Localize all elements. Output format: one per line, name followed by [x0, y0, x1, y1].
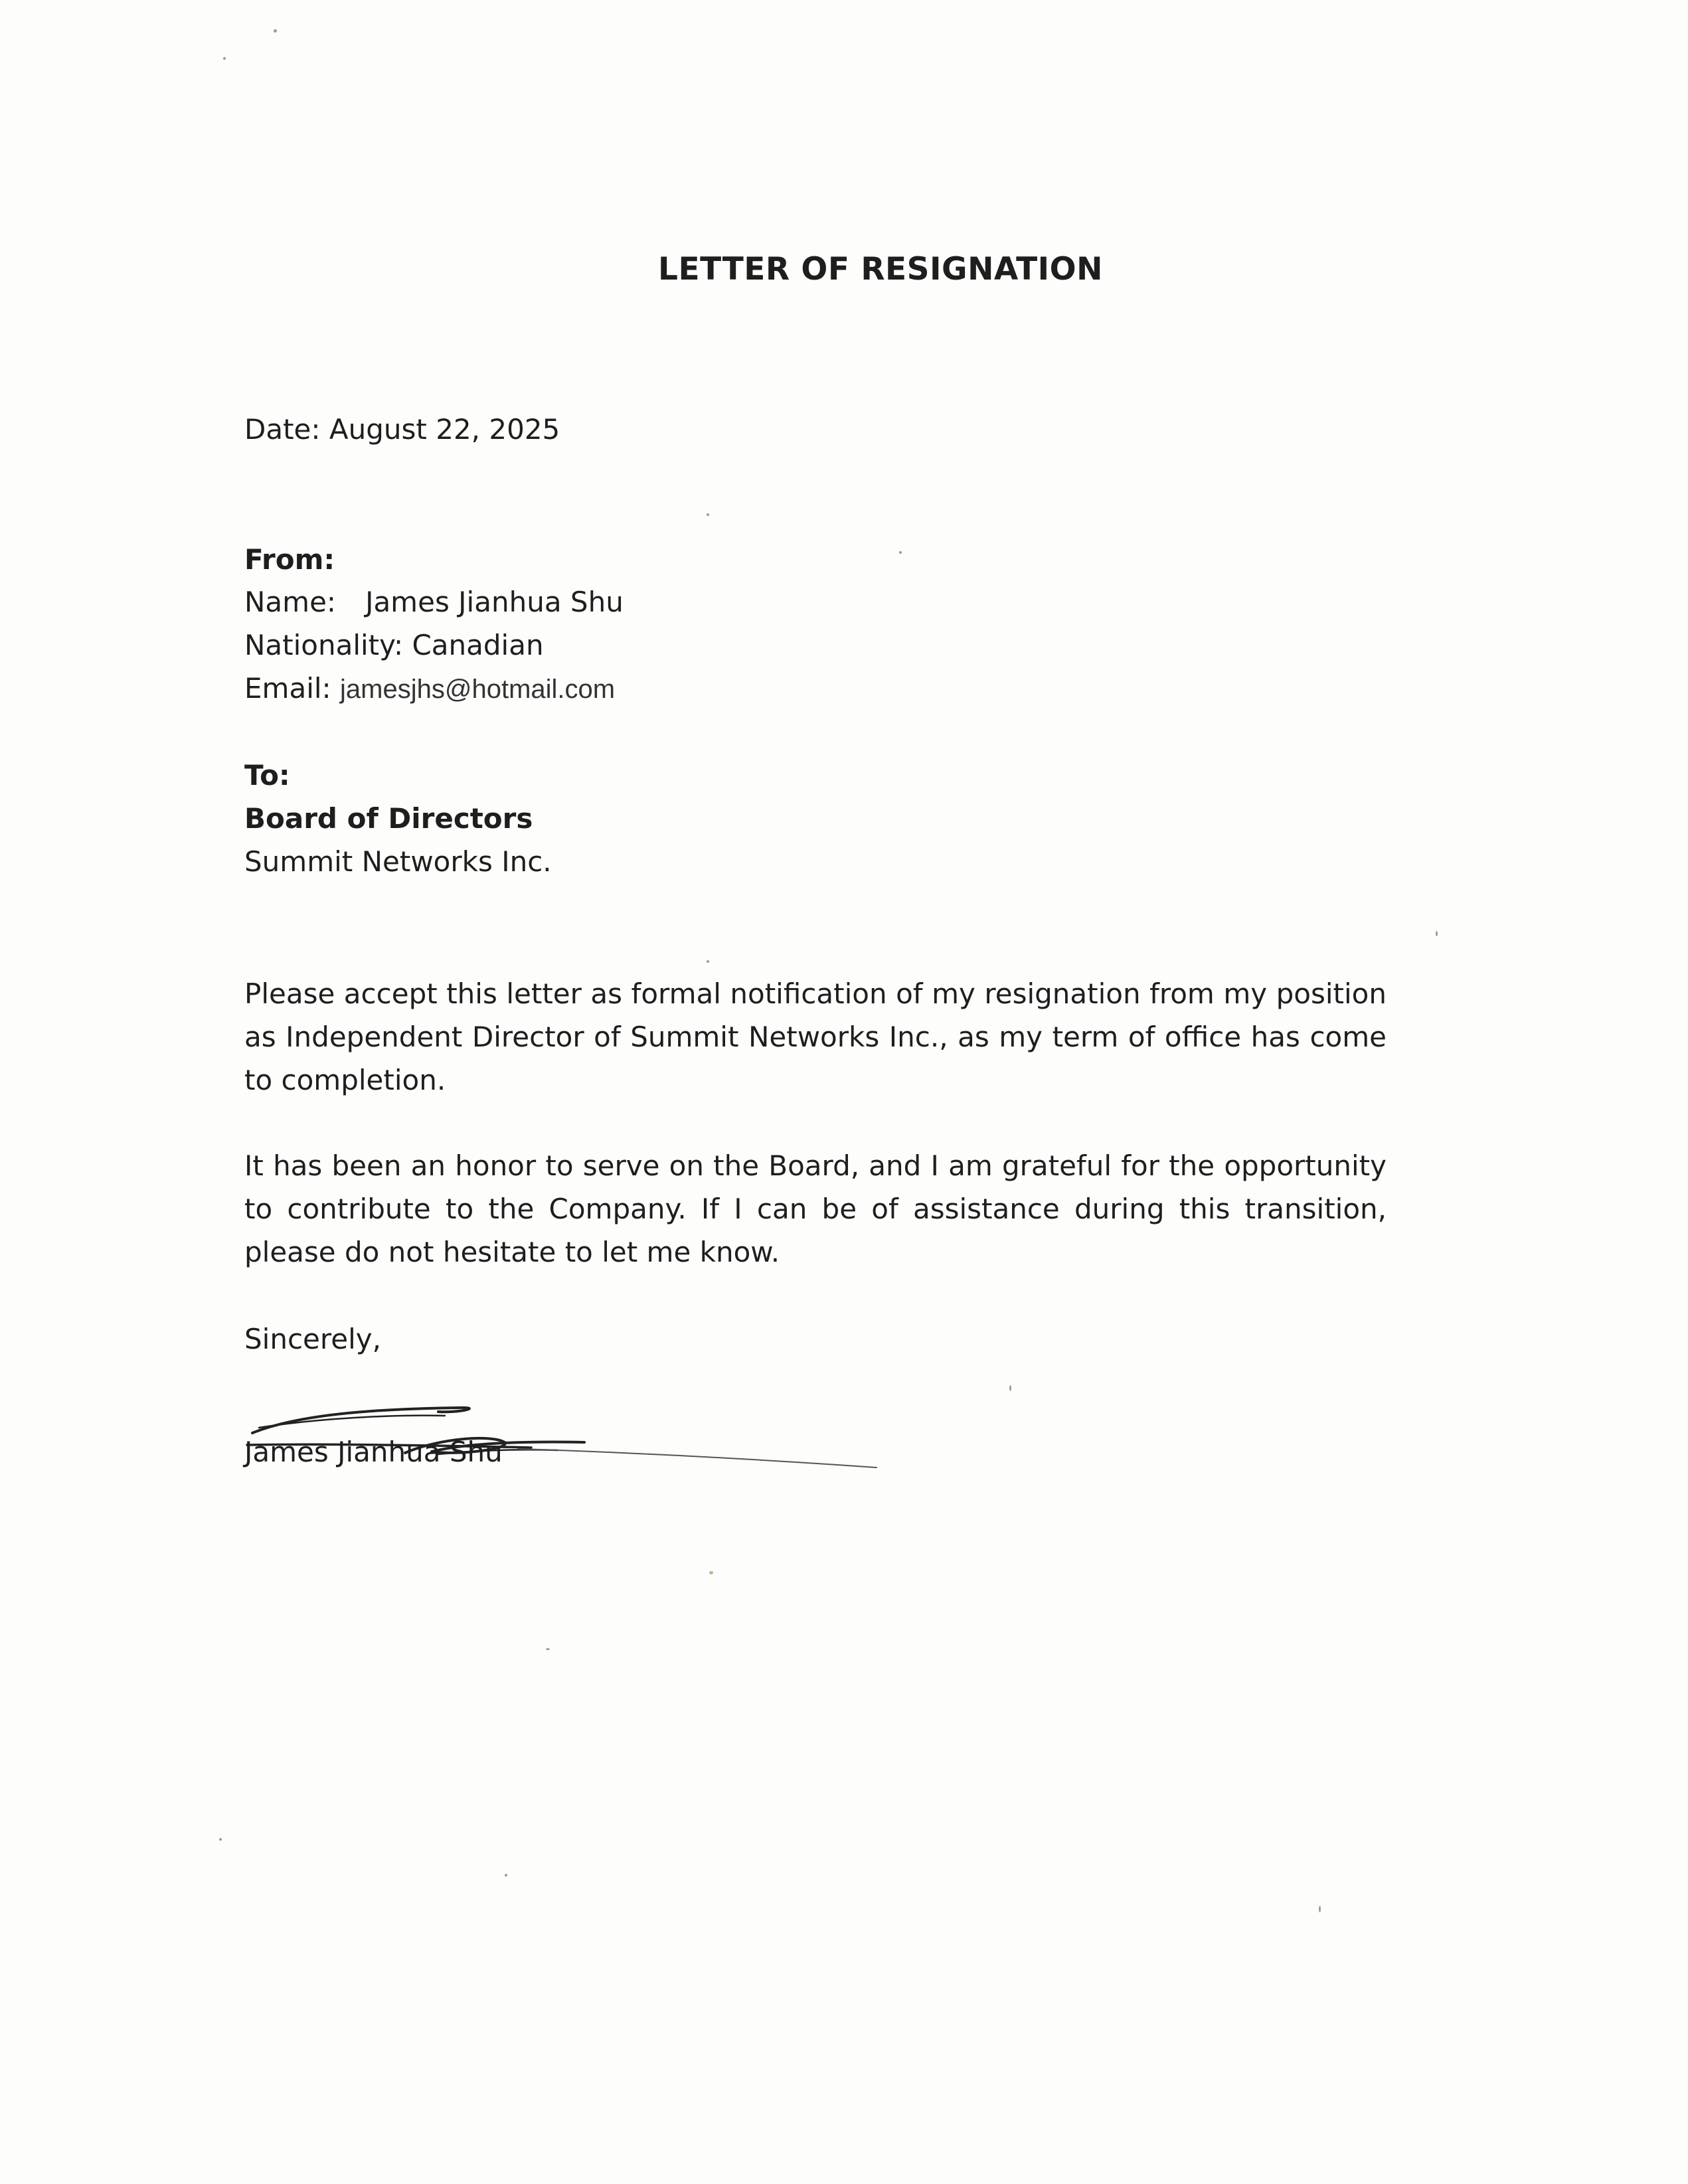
- scan-speck: [546, 1648, 550, 1650]
- scan-speck: [707, 960, 709, 963]
- body-paragraph-1: Please accept this letter as formal notification of my resignation from my position as Independent Director of Summit Networks Inc., as my term of office has come to completion.: [244, 977, 1387, 1096]
- email-value: jamesjhs@hotmail.com: [340, 675, 616, 704]
- date-value: August 22, 2025: [329, 413, 560, 446]
- handwritten-signature: [239, 1375, 890, 1487]
- date-label: Date:: [244, 413, 321, 446]
- nationality-line: [244, 629, 544, 662]
- nationality-label: Nationality:: [244, 629, 404, 661]
- letter-title: LETTER OF RESIGNATION: [658, 251, 1103, 288]
- scan-speck: [219, 1838, 222, 1841]
- scan-speck: [709, 1571, 713, 1574]
- name-value: James Jianhua Shu: [365, 586, 624, 618]
- closing: Sincerely,: [244, 1323, 381, 1355]
- email-line: [244, 672, 615, 706]
- scan-speck: [707, 513, 709, 516]
- name-label: Name:: [244, 586, 337, 618]
- nationality-value: Canadian: [412, 629, 544, 661]
- to-heading: To:: [244, 759, 290, 792]
- scan-speck: [223, 57, 226, 60]
- email-label: Email:: [244, 672, 331, 705]
- signature-name: James Jianhua Shu: [244, 1436, 503, 1468]
- scan-speck: [274, 29, 277, 33]
- body-paragraph-2: It has been an honor to serve on the Board, and I am grateful for the opportunity to contribute to the Company. If I can be of assistance during this transition, please do not hesitate to let me know.: [244, 1149, 1387, 1268]
- from-heading: From:: [244, 543, 335, 576]
- name-line: [244, 586, 624, 619]
- scan-speck: [505, 1874, 507, 1877]
- scan-speck: [1436, 931, 1438, 936]
- scan-speck: [1009, 1385, 1011, 1391]
- recipient-title: Board of Directors: [244, 802, 533, 835]
- recipient-company: Summit Networks Inc.: [244, 845, 552, 878]
- scan-speck: [1319, 1906, 1321, 1912]
- scan-speck: [899, 551, 902, 554]
- date-line: [244, 413, 560, 446]
